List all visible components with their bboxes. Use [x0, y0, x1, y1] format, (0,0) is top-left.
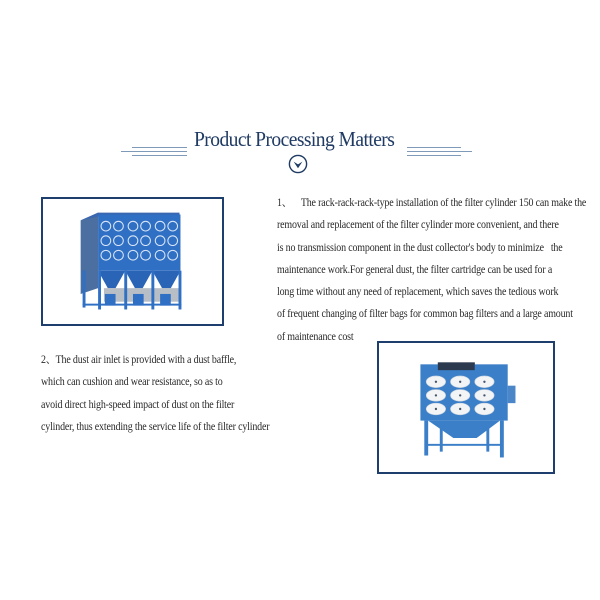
text-line: 1、 The rack-rack-rack-type installation of the filter cylinder 150 can make the	[277, 196, 587, 209]
section-1-image	[41, 197, 224, 326]
section-2-image	[377, 341, 555, 474]
dust-collector-large-icon	[43, 199, 222, 324]
text-line: cylinder, thus extending the service life of the filter cylinder	[41, 419, 270, 433]
text-line: removal and replacement of the filter cylinder more convenient, and there	[277, 218, 559, 232]
text-line: which can cushion and wear resistance, so as to	[41, 375, 223, 389]
section-1-text	[277, 192, 586, 348]
chevron-down-circle-icon	[288, 154, 308, 174]
dust-collector-single-icon	[379, 343, 553, 472]
section-1-number: 1、	[277, 196, 292, 209]
text-line: of maintenance cost	[277, 329, 354, 343]
page-title: Product Processing Matters	[194, 127, 395, 151]
text-line: avoid direct high-speed impact of dust on the filter	[41, 397, 235, 411]
text-line: long time without any need of replacement, which saves the tedious work	[277, 285, 559, 299]
section-2-text	[41, 349, 269, 438]
text-line: 2、The dust air inlet is provided with a dust baffle,	[41, 353, 237, 366]
text-line: is no transmission component in the dust collector's body to minimize the	[277, 240, 563, 254]
text-line: of frequent changing of filter bags for common bag filters and a large amount	[277, 307, 573, 321]
section-2-number: 2、	[41, 353, 56, 366]
text-line: maintenance work.For general dust, the filter cartridge can be used for a	[277, 262, 553, 276]
